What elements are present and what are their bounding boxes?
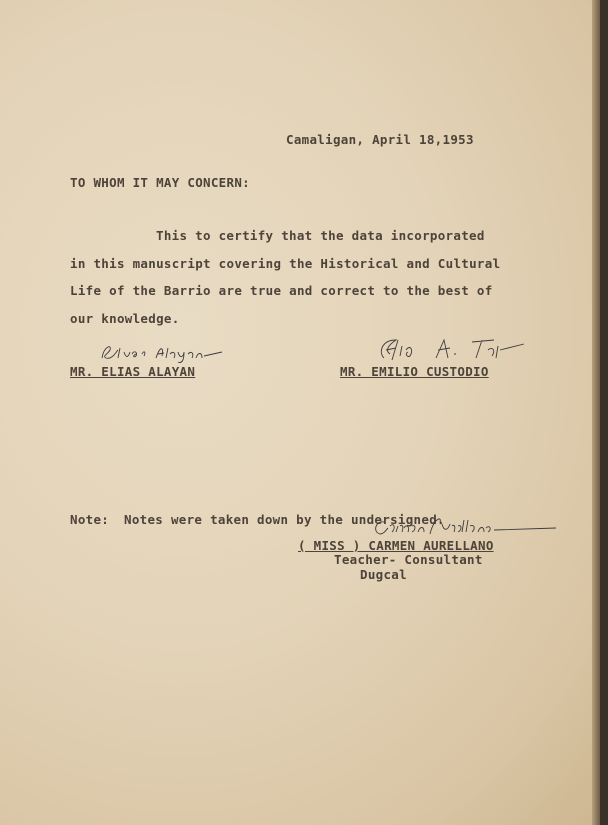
page-edge: [592, 0, 600, 825]
body-line-2: in this manuscript covering the Historical and Cultural: [70, 256, 501, 271]
signatory-bottom-name: ( MISS ) CARMEN AURELLANO: [298, 538, 494, 553]
signatory-right-name: MR. EMILIO CUSTODIO: [340, 364, 489, 379]
body-line-3: Life of the Barrio are true and correct to the best of: [70, 283, 493, 298]
salutation: TO WHOM IT MAY CONCERN:: [70, 175, 250, 190]
signatory-bottom-title: Teacher- Consultant: [334, 552, 483, 567]
signature-right: [374, 336, 534, 364]
note-text: Notes were taken down by the undersigned.: [124, 512, 445, 527]
note-label: Note:: [70, 512, 110, 527]
signature-left: [98, 342, 228, 364]
body-line-1: This to certify that the data incorporated: [156, 228, 485, 243]
date-line: Camaligan, April 18,1953: [286, 132, 474, 147]
body-line-4: our knowledge.: [70, 311, 180, 326]
signatory-left-name: MR. ELIAS ALAYAN: [70, 364, 196, 379]
signatory-bottom-place: Dugcal: [360, 567, 407, 582]
